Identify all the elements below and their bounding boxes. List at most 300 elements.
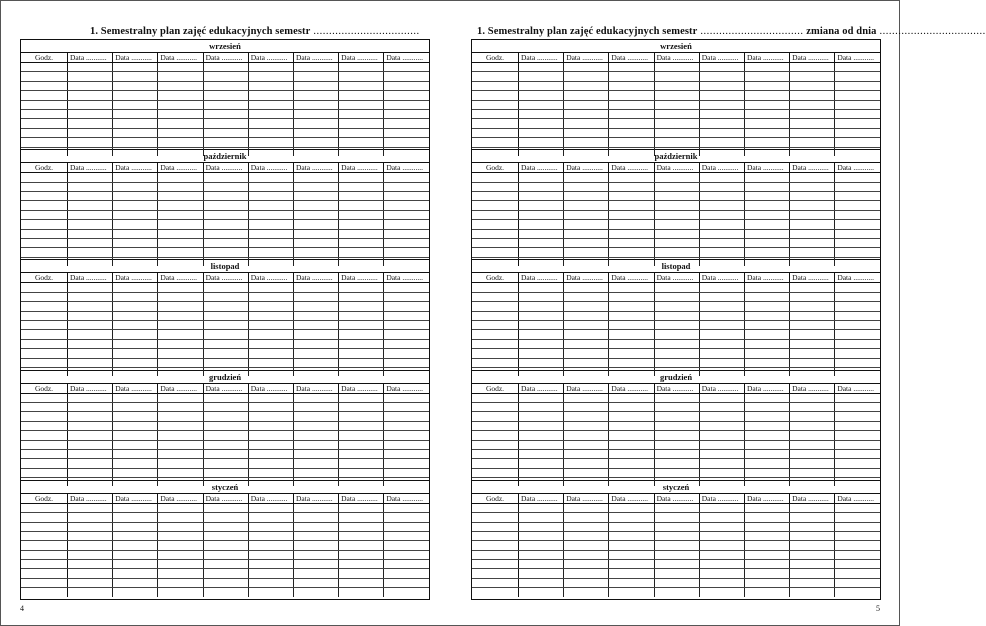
schedule-cell[interactable]: [68, 541, 113, 550]
schedule-cell[interactable]: [564, 201, 609, 210]
schedule-cell[interactable]: [203, 173, 248, 182]
schedule-cell[interactable]: [68, 81, 113, 90]
schedule-cell[interactable]: [339, 109, 384, 118]
schedule-cell[interactable]: [835, 229, 880, 238]
schedule-cell[interactable]: [564, 119, 609, 128]
schedule-cell[interactable]: [293, 541, 338, 550]
schedule-cell[interactable]: [744, 220, 789, 229]
schedule-cell[interactable]: [248, 513, 293, 522]
schedule-cell[interactable]: [609, 459, 654, 468]
schedule-cell[interactable]: [293, 393, 338, 402]
schedule-cell[interactable]: [293, 191, 338, 200]
hour-cell[interactable]: [472, 220, 519, 229]
schedule-cell[interactable]: [564, 248, 609, 257]
schedule-cell[interactable]: [699, 431, 744, 440]
schedule-cell[interactable]: [519, 63, 564, 72]
schedule-cell[interactable]: [654, 138, 699, 147]
schedule-cell[interactable]: [609, 128, 654, 137]
schedule-cell[interactable]: [654, 119, 699, 128]
schedule-cell[interactable]: [790, 431, 835, 440]
schedule-cell[interactable]: [248, 393, 293, 402]
schedule-cell[interactable]: [609, 412, 654, 421]
schedule-cell[interactable]: [835, 248, 880, 257]
schedule-cell[interactable]: [158, 402, 203, 411]
schedule-cell[interactable]: [654, 210, 699, 219]
schedule-cell[interactable]: [744, 302, 789, 311]
schedule-cell[interactable]: [564, 440, 609, 449]
schedule-cell[interactable]: [564, 311, 609, 320]
schedule-cell[interactable]: [654, 173, 699, 182]
schedule-cell[interactable]: [790, 63, 835, 72]
schedule-cell[interactable]: [113, 63, 158, 72]
schedule-cell[interactable]: [339, 201, 384, 210]
schedule-cell[interactable]: [158, 393, 203, 402]
hour-cell[interactable]: [21, 248, 68, 257]
schedule-cell[interactable]: [203, 339, 248, 348]
schedule-cell[interactable]: [68, 588, 113, 597]
schedule-cell[interactable]: [68, 220, 113, 229]
schedule-cell[interactable]: [384, 238, 429, 247]
schedule-cell[interactable]: [203, 560, 248, 569]
schedule-cell[interactable]: [384, 292, 429, 301]
schedule-cell[interactable]: [790, 550, 835, 559]
schedule-cell[interactable]: [203, 578, 248, 587]
schedule-cell[interactable]: [248, 503, 293, 512]
schedule-cell[interactable]: [68, 63, 113, 72]
schedule-cell[interactable]: [203, 449, 248, 458]
hour-cell[interactable]: [21, 531, 68, 540]
hour-cell[interactable]: [21, 128, 68, 137]
schedule-cell[interactable]: [790, 560, 835, 569]
schedule-cell[interactable]: [113, 119, 158, 128]
schedule-cell[interactable]: [113, 311, 158, 320]
schedule-cell[interactable]: [158, 138, 203, 147]
schedule-cell[interactable]: [293, 550, 338, 559]
schedule-cell[interactable]: [203, 459, 248, 468]
schedule-cell[interactable]: [790, 588, 835, 597]
schedule-cell[interactable]: [519, 248, 564, 257]
schedule-cell[interactable]: [248, 138, 293, 147]
schedule-cell[interactable]: [68, 119, 113, 128]
schedule-cell[interactable]: [248, 541, 293, 550]
schedule-cell[interactable]: [384, 128, 429, 137]
schedule-cell[interactable]: [384, 229, 429, 238]
schedule-cell[interactable]: [790, 440, 835, 449]
schedule-cell[interactable]: [609, 440, 654, 449]
schedule-cell[interactable]: [113, 421, 158, 430]
schedule-cell[interactable]: [519, 468, 564, 477]
schedule-cell[interactable]: [339, 578, 384, 587]
schedule-cell[interactable]: [339, 513, 384, 522]
schedule-cell[interactable]: [790, 248, 835, 257]
schedule-cell[interactable]: [654, 72, 699, 81]
schedule-cell[interactable]: [609, 393, 654, 402]
schedule-cell[interactable]: [158, 91, 203, 100]
schedule-cell[interactable]: [203, 182, 248, 191]
hour-cell[interactable]: [21, 522, 68, 531]
schedule-cell[interactable]: [384, 459, 429, 468]
schedule-cell[interactable]: [519, 229, 564, 238]
schedule-cell[interactable]: [203, 100, 248, 109]
schedule-cell[interactable]: [654, 550, 699, 559]
schedule-cell[interactable]: [699, 283, 744, 292]
schedule-cell[interactable]: [564, 578, 609, 587]
schedule-cell[interactable]: [113, 560, 158, 569]
schedule-cell[interactable]: [790, 173, 835, 182]
schedule-cell[interactable]: [609, 229, 654, 238]
hour-cell[interactable]: [21, 560, 68, 569]
schedule-cell[interactable]: [609, 330, 654, 339]
schedule-cell[interactable]: [564, 393, 609, 402]
hour-cell[interactable]: [472, 358, 519, 367]
hour-cell[interactable]: [21, 138, 68, 147]
schedule-cell[interactable]: [293, 229, 338, 238]
schedule-cell[interactable]: [158, 459, 203, 468]
schedule-cell[interactable]: [248, 421, 293, 430]
schedule-cell[interactable]: [158, 311, 203, 320]
schedule-cell[interactable]: [699, 578, 744, 587]
schedule-cell[interactable]: [293, 330, 338, 339]
schedule-cell[interactable]: [203, 63, 248, 72]
schedule-cell[interactable]: [744, 248, 789, 257]
schedule-cell[interactable]: [113, 81, 158, 90]
schedule-cell[interactable]: [654, 311, 699, 320]
schedule-cell[interactable]: [699, 138, 744, 147]
schedule-cell[interactable]: [384, 138, 429, 147]
schedule-cell[interactable]: [68, 440, 113, 449]
schedule-cell[interactable]: [248, 191, 293, 200]
schedule-cell[interactable]: [564, 81, 609, 90]
schedule-cell[interactable]: [790, 182, 835, 191]
schedule-cell[interactable]: [790, 100, 835, 109]
schedule-cell[interactable]: [519, 330, 564, 339]
schedule-cell[interactable]: [835, 138, 880, 147]
schedule-cell[interactable]: [699, 119, 744, 128]
hour-cell[interactable]: [472, 503, 519, 512]
schedule-cell[interactable]: [113, 339, 158, 348]
schedule-cell[interactable]: [790, 81, 835, 90]
schedule-cell[interactable]: [68, 522, 113, 531]
schedule-cell[interactable]: [68, 248, 113, 257]
hour-cell[interactable]: [21, 503, 68, 512]
schedule-cell[interactable]: [293, 128, 338, 137]
hour-cell[interactable]: [472, 522, 519, 531]
schedule-cell[interactable]: [654, 431, 699, 440]
schedule-cell[interactable]: [519, 421, 564, 430]
hour-cell[interactable]: [472, 173, 519, 182]
schedule-cell[interactable]: [384, 109, 429, 118]
schedule-cell[interactable]: [339, 339, 384, 348]
schedule-cell[interactable]: [654, 349, 699, 358]
schedule-cell[interactable]: [339, 91, 384, 100]
schedule-cell[interactable]: [744, 119, 789, 128]
schedule-cell[interactable]: [835, 320, 880, 329]
hour-cell[interactable]: [472, 302, 519, 311]
hour-cell[interactable]: [472, 248, 519, 257]
schedule-cell[interactable]: [835, 182, 880, 191]
schedule-cell[interactable]: [248, 292, 293, 301]
hour-cell[interactable]: [21, 119, 68, 128]
schedule-cell[interactable]: [564, 569, 609, 578]
schedule-cell[interactable]: [68, 229, 113, 238]
schedule-cell[interactable]: [203, 330, 248, 339]
hour-cell[interactable]: [21, 431, 68, 440]
schedule-cell[interactable]: [68, 560, 113, 569]
schedule-cell[interactable]: [203, 421, 248, 430]
schedule-cell[interactable]: [158, 63, 203, 72]
schedule-cell[interactable]: [790, 358, 835, 367]
hour-cell[interactable]: [21, 513, 68, 522]
schedule-cell[interactable]: [68, 531, 113, 540]
hour-cell[interactable]: [21, 109, 68, 118]
hour-cell[interactable]: [21, 292, 68, 301]
schedule-cell[interactable]: [158, 522, 203, 531]
schedule-cell[interactable]: [384, 421, 429, 430]
schedule-cell[interactable]: [699, 72, 744, 81]
schedule-cell[interactable]: [248, 283, 293, 292]
schedule-cell[interactable]: [654, 63, 699, 72]
schedule-cell[interactable]: [835, 238, 880, 247]
schedule-cell[interactable]: [158, 173, 203, 182]
schedule-cell[interactable]: [203, 569, 248, 578]
schedule-cell[interactable]: [293, 349, 338, 358]
schedule-cell[interactable]: [564, 128, 609, 137]
schedule-cell[interactable]: [790, 119, 835, 128]
schedule-cell[interactable]: [203, 119, 248, 128]
schedule-cell[interactable]: [654, 91, 699, 100]
schedule-cell[interactable]: [790, 138, 835, 147]
schedule-cell[interactable]: [790, 292, 835, 301]
schedule-cell[interactable]: [790, 503, 835, 512]
schedule-cell[interactable]: [654, 358, 699, 367]
schedule-cell[interactable]: [293, 72, 338, 81]
schedule-cell[interactable]: [564, 320, 609, 329]
schedule-cell[interactable]: [654, 588, 699, 597]
schedule-cell[interactable]: [68, 201, 113, 210]
schedule-cell[interactable]: [293, 412, 338, 421]
schedule-cell[interactable]: [654, 220, 699, 229]
schedule-cell[interactable]: [654, 541, 699, 550]
schedule-cell[interactable]: [744, 560, 789, 569]
schedule-cell[interactable]: [564, 339, 609, 348]
hour-cell[interactable]: [21, 91, 68, 100]
schedule-cell[interactable]: [654, 302, 699, 311]
schedule-cell[interactable]: [248, 459, 293, 468]
schedule-cell[interactable]: [654, 522, 699, 531]
hour-cell[interactable]: [472, 412, 519, 421]
schedule-cell[interactable]: [158, 292, 203, 301]
schedule-cell[interactable]: [384, 283, 429, 292]
schedule-cell[interactable]: [339, 550, 384, 559]
schedule-cell[interactable]: [339, 292, 384, 301]
schedule-cell[interactable]: [519, 349, 564, 358]
schedule-cell[interactable]: [564, 560, 609, 569]
schedule-cell[interactable]: [113, 210, 158, 219]
schedule-cell[interactable]: [158, 412, 203, 421]
schedule-cell[interactable]: [293, 311, 338, 320]
schedule-cell[interactable]: [699, 503, 744, 512]
schedule-cell[interactable]: [790, 531, 835, 540]
schedule-cell[interactable]: [744, 358, 789, 367]
schedule-cell[interactable]: [609, 292, 654, 301]
schedule-cell[interactable]: [248, 81, 293, 90]
schedule-cell[interactable]: [293, 588, 338, 597]
schedule-cell[interactable]: [790, 201, 835, 210]
schedule-cell[interactable]: [790, 578, 835, 587]
schedule-cell[interactable]: [790, 238, 835, 247]
schedule-cell[interactable]: [113, 531, 158, 540]
schedule-cell[interactable]: [203, 522, 248, 531]
schedule-cell[interactable]: [564, 292, 609, 301]
schedule-cell[interactable]: [744, 311, 789, 320]
schedule-cell[interactable]: [564, 412, 609, 421]
schedule-cell[interactable]: [564, 402, 609, 411]
schedule-cell[interactable]: [609, 283, 654, 292]
schedule-cell[interactable]: [339, 283, 384, 292]
schedule-cell[interactable]: [835, 393, 880, 402]
schedule-cell[interactable]: [113, 330, 158, 339]
schedule-cell[interactable]: [609, 201, 654, 210]
hour-cell[interactable]: [21, 283, 68, 292]
schedule-cell[interactable]: [564, 109, 609, 118]
schedule-cell[interactable]: [519, 91, 564, 100]
schedule-cell[interactable]: [339, 541, 384, 550]
schedule-cell[interactable]: [68, 320, 113, 329]
schedule-cell[interactable]: [744, 63, 789, 72]
schedule-cell[interactable]: [158, 229, 203, 238]
schedule-cell[interactable]: [519, 100, 564, 109]
schedule-cell[interactable]: [519, 402, 564, 411]
schedule-cell[interactable]: [248, 330, 293, 339]
schedule-cell[interactable]: [519, 541, 564, 550]
hour-cell[interactable]: [472, 349, 519, 358]
schedule-cell[interactable]: [339, 229, 384, 238]
hour-cell[interactable]: [472, 229, 519, 238]
hour-cell[interactable]: [21, 201, 68, 210]
schedule-cell[interactable]: [699, 100, 744, 109]
schedule-cell[interactable]: [384, 503, 429, 512]
schedule-cell[interactable]: [293, 468, 338, 477]
schedule-cell[interactable]: [158, 578, 203, 587]
schedule-cell[interactable]: [113, 513, 158, 522]
schedule-cell[interactable]: [835, 431, 880, 440]
schedule-cell[interactable]: [293, 440, 338, 449]
schedule-cell[interactable]: [384, 412, 429, 421]
schedule-cell[interactable]: [68, 173, 113, 182]
schedule-cell[interactable]: [113, 358, 158, 367]
schedule-cell[interactable]: [158, 588, 203, 597]
schedule-cell[interactable]: [203, 393, 248, 402]
schedule-cell[interactable]: [654, 412, 699, 421]
schedule-cell[interactable]: [248, 173, 293, 182]
schedule-cell[interactable]: [384, 248, 429, 257]
hour-cell[interactable]: [21, 578, 68, 587]
schedule-cell[interactable]: [203, 431, 248, 440]
schedule-cell[interactable]: [790, 393, 835, 402]
schedule-cell[interactable]: [835, 100, 880, 109]
hour-cell[interactable]: [472, 283, 519, 292]
schedule-cell[interactable]: [835, 210, 880, 219]
schedule-cell[interactable]: [203, 468, 248, 477]
schedule-cell[interactable]: [835, 522, 880, 531]
hour-cell[interactable]: [472, 201, 519, 210]
schedule-cell[interactable]: [68, 128, 113, 137]
schedule-cell[interactable]: [835, 459, 880, 468]
schedule-cell[interactable]: [790, 349, 835, 358]
schedule-cell[interactable]: [248, 248, 293, 257]
schedule-cell[interactable]: [609, 569, 654, 578]
schedule-cell[interactable]: [564, 63, 609, 72]
schedule-cell[interactable]: [384, 588, 429, 597]
schedule-cell[interactable]: [113, 128, 158, 137]
schedule-cell[interactable]: [835, 330, 880, 339]
schedule-cell[interactable]: [339, 220, 384, 229]
schedule-cell[interactable]: [835, 173, 880, 182]
schedule-cell[interactable]: [203, 109, 248, 118]
schedule-cell[interactable]: [609, 320, 654, 329]
schedule-cell[interactable]: [609, 402, 654, 411]
schedule-cell[interactable]: [248, 182, 293, 191]
schedule-cell[interactable]: [564, 531, 609, 540]
schedule-cell[interactable]: [339, 210, 384, 219]
schedule-cell[interactable]: [113, 238, 158, 247]
schedule-cell[interactable]: [248, 569, 293, 578]
schedule-cell[interactable]: [654, 248, 699, 257]
schedule-cell[interactable]: [113, 440, 158, 449]
schedule-cell[interactable]: [293, 109, 338, 118]
hour-cell[interactable]: [21, 182, 68, 191]
hour-cell[interactable]: [21, 63, 68, 72]
schedule-cell[interactable]: [248, 238, 293, 247]
hour-cell[interactable]: [21, 468, 68, 477]
schedule-cell[interactable]: [248, 550, 293, 559]
schedule-cell[interactable]: [609, 503, 654, 512]
schedule-cell[interactable]: [113, 109, 158, 118]
schedule-cell[interactable]: [339, 449, 384, 458]
schedule-cell[interactable]: [293, 173, 338, 182]
schedule-cell[interactable]: [744, 229, 789, 238]
schedule-cell[interactable]: [293, 119, 338, 128]
schedule-cell[interactable]: [835, 128, 880, 137]
schedule-cell[interactable]: [68, 513, 113, 522]
schedule-cell[interactable]: [384, 210, 429, 219]
schedule-cell[interactable]: [248, 349, 293, 358]
schedule-cell[interactable]: [158, 431, 203, 440]
schedule-cell[interactable]: [609, 100, 654, 109]
schedule-cell[interactable]: [564, 550, 609, 559]
schedule-cell[interactable]: [293, 358, 338, 367]
schedule-cell[interactable]: [654, 191, 699, 200]
schedule-cell[interactable]: [699, 560, 744, 569]
schedule-cell[interactable]: [113, 201, 158, 210]
schedule-cell[interactable]: [699, 440, 744, 449]
hour-cell[interactable]: [472, 531, 519, 540]
schedule-cell[interactable]: [609, 81, 654, 90]
schedule-cell[interactable]: [564, 283, 609, 292]
schedule-cell[interactable]: [68, 330, 113, 339]
schedule-cell[interactable]: [564, 138, 609, 147]
schedule-cell[interactable]: [699, 128, 744, 137]
schedule-cell[interactable]: [835, 109, 880, 118]
schedule-cell[interactable]: [519, 550, 564, 559]
schedule-cell[interactable]: [835, 412, 880, 421]
schedule-cell[interactable]: [339, 569, 384, 578]
schedule-cell[interactable]: [203, 513, 248, 522]
schedule-cell[interactable]: [609, 358, 654, 367]
schedule-cell[interactable]: [519, 191, 564, 200]
schedule-cell[interactable]: [68, 191, 113, 200]
schedule-cell[interactable]: [339, 63, 384, 72]
